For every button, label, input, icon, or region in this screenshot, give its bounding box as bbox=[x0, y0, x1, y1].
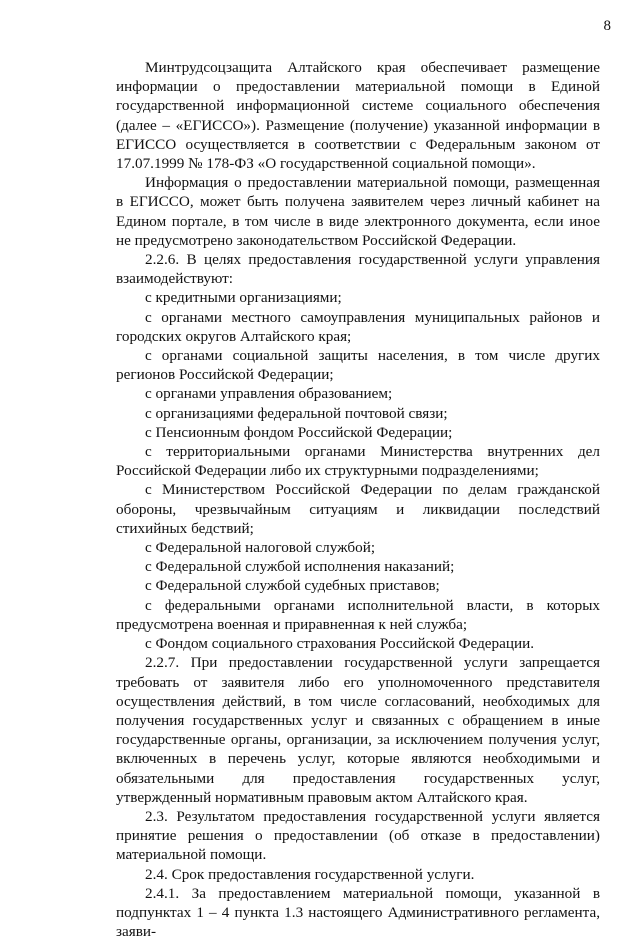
paragraph-2-3: 2.3. Результатом предоставления государственной услуги является принятие решения о предоставлении (об отказе в предоставлении) материальной помощи. bbox=[116, 807, 600, 864]
list-item: с организациями федеральной почтовой связи; bbox=[145, 404, 448, 422]
list-item: с Министерством Российской Федерации по делам гражданской обороны, чрезвычайным ситуациям и ликвидации последствий стихийных бедствий; bbox=[116, 481, 600, 537]
list-item: с Федеральной службой исполнения наказаний; bbox=[145, 558, 455, 576]
list-item: с органами социальной защиты населения, в том числе других регионов Российской Федерации; bbox=[116, 347, 600, 384]
list-item: с органами местного самоуправления муниципальных районов и городских округов Алтайского края; bbox=[116, 308, 600, 345]
document-body bbox=[116, 58, 600, 941]
paragraph-2-4-1: 2.4.1. За предоставлением материальной помощи, указанной в подпунктах 1 – 4 пункта 1.3 настоящего Административного регламента, заяви- bbox=[116, 884, 600, 941]
paragraph-2-4: 2.4. Срок предоставления государственной услуги. bbox=[145, 865, 475, 883]
list-item: с Пенсионным фондом Российской Федерации; bbox=[145, 423, 453, 441]
list-item: с территориальными органами Министерства внутренних дел Российской Федерации либо их структурными подразделениями; bbox=[116, 443, 600, 480]
list-item: с Федеральной службой судебных приставов; bbox=[145, 577, 440, 595]
list-item: с кредитными организациями; bbox=[145, 289, 342, 307]
list-item: с органами управления образованием; bbox=[145, 385, 393, 403]
list-item: с федеральными органами исполнительной власти, в которых предусмотрена военная и приравненная к ней служба; bbox=[116, 596, 600, 633]
list-item: с Фондом социального страхования Российской Федерации. bbox=[145, 635, 535, 653]
paragraph-2-2-7: 2.2.7. При предоставлении государственной услуги запрещается требовать от заявителя либо его уполномоченного представителя осуществления действий, в том числе согласований, необходимых для получения государственных услуг и связанных с обращением в иные государственные органы, организации, за исключением получения услуг, включенных в перечень услуг, которые являются необходимыми и обязательными для предоставления государственных услуг, утвержденный нормативным правовым актом Алтайского края. bbox=[116, 654, 600, 806]
paragraph-egisso-access: Информация о предоставлении материальной помощи, размещенная в ЕГИССО, может быть получена заявителем через личный кабинет на Едином портале, в том числе в виде электронного документа, если иное не предусмотрено законодательством Российской Федерации. bbox=[116, 174, 600, 249]
page-number: 8 bbox=[603, 18, 611, 34]
list-item: с Федеральной налоговой службой; bbox=[145, 539, 376, 557]
paragraph-2-2-6: 2.2.6. В целях предоставления государственной услуги управления взаимодействуют: bbox=[116, 251, 600, 288]
paragraph-egisso-placement: Минтрудсоцзащита Алтайского края обеспечивает размещение информации о предоставлении материальной помощи в Единой государственной информационной системе социального обеспечения (далее – «ЕГИССО»). Размещение (получение) указанной информации в ЕГИССО осуществляется в соответствии с Федеральным законом от 17.07.1999 № 178-ФЗ «О государственной социальной помощи». bbox=[116, 59, 600, 173]
